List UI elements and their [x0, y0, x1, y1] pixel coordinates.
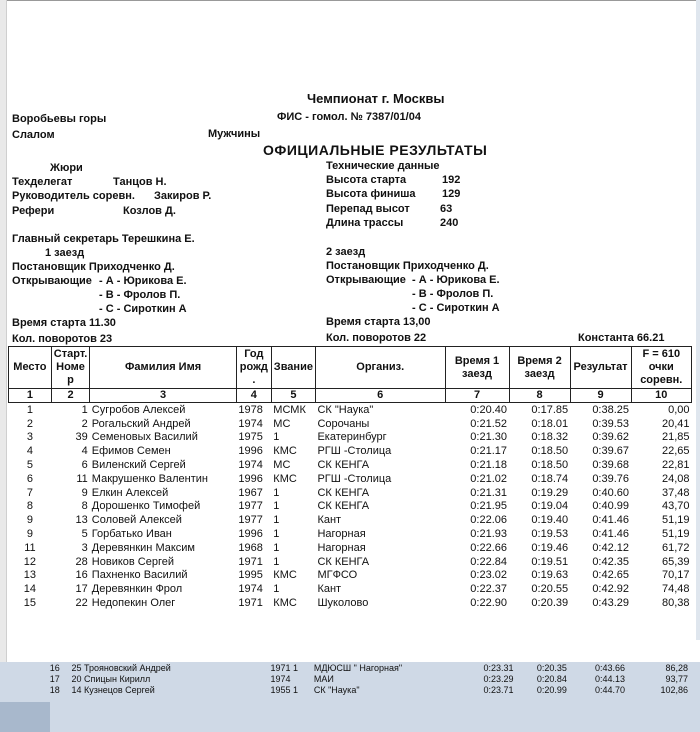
cell-rank: КМС [273, 597, 297, 610]
finish-altitude-value: 129 [442, 188, 461, 200]
table-row [9, 513, 692, 527]
run1-forerunner-a: - А - Юрикова Е. [99, 275, 187, 287]
cell-bib-name: 14 Кузнецов Сергей [71, 684, 155, 695]
run2-forerunner-c: - С - Сироткин А [412, 302, 500, 314]
cell-run1-time: 0:21.30 [470, 431, 507, 444]
vertical-drop-value: 63 [440, 203, 453, 215]
cell-club: Екатеринбург [317, 431, 387, 444]
venue: Воробьевы горы [12, 113, 107, 125]
cell-bib-name: 25 Трояновский Андрей [71, 662, 171, 673]
cell-club: СК КЕНГА [317, 555, 370, 568]
col-number: 3 [90, 389, 237, 403]
cell-name: Ефимов Семен [91, 445, 171, 458]
director-name: Закиров Р. [154, 190, 212, 202]
col-number: 8 [509, 389, 570, 403]
jury-heading: Жюри [50, 162, 83, 174]
cell-place: 1 [26, 403, 33, 416]
column-number-row [9, 389, 692, 403]
cell-points: 0,00 [668, 403, 690, 416]
cell-year: 1974 [238, 417, 263, 430]
cell-run1-time: 0:23.71 [483, 684, 514, 695]
cell-points: 102,86 [660, 684, 688, 695]
cell-name: Семеновых Василий [91, 431, 198, 444]
cell-points: 20,41 [661, 417, 690, 430]
col-points: F = 610 очки соревн. [631, 347, 691, 389]
cell-year: 1974 [238, 459, 263, 472]
scan-top-edge [0, 0, 700, 25]
cell-name: Деревянкин Фрол [91, 583, 183, 596]
cell-result: 0:41.46 [592, 514, 630, 527]
table-row [9, 486, 692, 500]
cell-place: 9 [26, 528, 33, 541]
start-altitude-value: 192 [442, 174, 461, 186]
table-row [9, 403, 692, 417]
cell-points: 61,72 [661, 541, 690, 554]
cell-year: 1968 [238, 541, 263, 554]
cell-club: Шуколово [317, 597, 369, 610]
cell-result: 0:44.13 [595, 673, 626, 684]
cell-run1-time: 0:21.52 [470, 417, 507, 430]
results-table [8, 346, 692, 610]
col-number: 4 [236, 389, 271, 403]
cell-points: 24,08 [661, 472, 690, 485]
table-row [40, 662, 690, 673]
cell-club: РГШ -Столица [317, 472, 392, 485]
cell-year: 1996 [238, 472, 263, 485]
table-row [9, 527, 692, 541]
director-label: Руководитель соревн. [12, 190, 135, 202]
cell-result: 0:42.35 [592, 555, 630, 568]
table-row [40, 684, 690, 695]
cell-place: 6 [26, 472, 33, 485]
cell-result: 0:42.65 [592, 569, 630, 582]
cell-run2-time: 0:19.46 [531, 541, 569, 554]
table-row [9, 569, 692, 583]
cell-year: 1977 [238, 514, 263, 527]
cell-year: 1996 [238, 445, 263, 458]
cell-bib: 22 [75, 597, 88, 610]
cell-rank: МС [273, 459, 291, 472]
cell-place: 12 [23, 555, 37, 568]
cell-result: 0:43.29 [592, 597, 630, 610]
cell-bib: 8 [81, 500, 88, 513]
cell-place: 5 [26, 459, 33, 472]
run1-heading: 1 заезд [45, 247, 85, 259]
col-result: Результат [570, 347, 631, 389]
cell-club: Кант [317, 583, 342, 596]
referee-label: Рефери [12, 205, 55, 217]
cell-name: Дорошенко Тимофей [91, 500, 201, 513]
run1-setter: Постановщик Приходченко Д. [12, 261, 175, 273]
cell-run1-time: 0:21.95 [470, 500, 507, 513]
col-number: 9 [570, 389, 631, 403]
run2-forerunners-label: Открывающие [326, 274, 406, 286]
cell-points: 37,48 [661, 486, 690, 499]
scan-right-edge [696, 0, 700, 640]
run1-start-time: Время старта 11.30 [12, 317, 116, 329]
cell-year: 1995 [238, 569, 263, 582]
cell-year: 1971 [238, 555, 263, 568]
cell-year: 1975 [238, 431, 263, 444]
cell-run2-time: 0:17.85 [531, 403, 569, 416]
cell-result: 0:39.68 [592, 459, 630, 472]
cell-run2-time: 0:20.39 [531, 597, 569, 610]
cell-result: 0:39.53 [592, 417, 630, 430]
cell-club: РГШ -Столица [317, 445, 392, 458]
table-row [9, 500, 692, 514]
cell-run1-time: 0:20.40 [470, 403, 507, 416]
cell-year-rank: 1971 1 [270, 662, 299, 673]
cell-result: 0:39.67 [592, 445, 630, 458]
cell-year: 1971 [238, 597, 263, 610]
cell-points: 22,65 [661, 445, 690, 458]
cell-bib: 28 [75, 555, 88, 568]
start-altitude-label: Высота старта [326, 174, 407, 186]
cell-run1-time: 0:22.84 [470, 555, 507, 568]
cell-run1-time: 0:23.31 [483, 662, 514, 673]
cell-name: Макрушенко Валентин [91, 472, 208, 485]
cell-result: 0:39.62 [592, 431, 630, 444]
cell-bib: 1 [81, 403, 88, 416]
cell-year: 1978 [238, 403, 263, 416]
cell-run1-time: 0:23.29 [483, 673, 514, 684]
cell-rank: 1 [273, 486, 280, 499]
results-title: ОФИЦИАЛЬНЫЕ РЕЗУЛЬТАТЫ [263, 142, 488, 158]
col-rank: Звание [271, 347, 315, 389]
cell-run2-time: 0:18.74 [531, 472, 569, 485]
cell-run2-time: 0:18.50 [531, 459, 569, 472]
cell-bib: 4 [81, 445, 88, 458]
cell-points: 74,48 [661, 583, 690, 596]
cell-club: СК "Наука" [313, 684, 360, 695]
cell-points: 43,70 [661, 500, 690, 513]
cell-name: Рогальский Андрей [91, 417, 191, 430]
cell-result: 0:40.60 [592, 486, 630, 499]
cell-place: 17 [49, 673, 60, 684]
cell-run2-time: 0:19.63 [531, 569, 569, 582]
cell-name: Горбатько Иван [91, 528, 172, 541]
cell-run1-time: 0:21.93 [470, 528, 507, 541]
table-row [40, 673, 690, 684]
cell-run1-time: 0:21.17 [470, 445, 507, 458]
cell-bib: 13 [75, 514, 88, 527]
col-number: 6 [315, 389, 445, 403]
col-run2: Время 2 заезд [509, 347, 570, 389]
cell-run2-time: 0:19.51 [531, 555, 569, 568]
col-number: 1 [9, 389, 52, 403]
cell-place: 16 [49, 662, 60, 673]
run1-forerunners-label: Открывающие [12, 275, 92, 287]
cell-rank: 1 [273, 555, 280, 568]
event-title: Чемпионат г. Москвы [307, 91, 445, 106]
table-row [9, 458, 692, 472]
td-name: Танцов Н. [113, 176, 167, 188]
run1-gates: Кол. поворотов 23 [12, 333, 113, 345]
col-number: 2 [51, 389, 90, 403]
cell-rank: 1 [273, 528, 280, 541]
cell-name: Деревянкин Максим [91, 541, 195, 554]
cell-year: 1967 [238, 486, 263, 499]
vertical-drop-label: Перепад высот [326, 203, 410, 215]
cell-run2-time: 0:20.99 [536, 684, 567, 695]
cell-run2-time: 0:18.50 [531, 445, 569, 458]
cell-bib: 17 [75, 583, 88, 596]
cell-club: СК КЕНГА [317, 486, 370, 499]
cell-bib: 5 [81, 528, 88, 541]
cell-run2-time: 0:20.55 [531, 583, 569, 596]
cell-points: 51,19 [661, 514, 690, 527]
cell-rank: 1 [273, 500, 280, 513]
chief-secretary: Главный секретарь Терешкина Е. [12, 233, 195, 245]
cell-run2-time: 0:18.01 [531, 417, 569, 430]
table-row [9, 541, 692, 555]
cell-club: Кант [317, 514, 342, 527]
cell-place: 9 [26, 514, 33, 527]
cell-place: 14 [23, 583, 37, 596]
cell-year: 1996 [238, 528, 263, 541]
cell-place: 4 [26, 445, 33, 458]
cell-club: СК "Наука" [317, 403, 374, 416]
cell-bib: 2 [81, 417, 88, 430]
category: Мужчины [208, 128, 261, 140]
cell-club: СК КЕНГА [317, 459, 370, 472]
cell-result: 0:41.46 [592, 528, 630, 541]
cell-run1-time: 0:22.66 [470, 541, 507, 554]
cell-place: 15 [23, 597, 37, 610]
cell-place: 18 [49, 684, 60, 695]
cell-year: 1977 [238, 500, 263, 513]
cell-run2-time: 0:18.32 [531, 431, 569, 444]
table-row [9, 555, 692, 569]
cell-result: 0:44.70 [595, 684, 626, 695]
cell-rank: КМС [273, 569, 297, 582]
cell-run2-time: 0:19.53 [531, 528, 569, 541]
cell-name: Соловей Алексей [91, 514, 182, 527]
cell-points: 80,38 [661, 597, 690, 610]
cell-run1-time: 0:22.37 [470, 583, 507, 596]
col-number: 10 [631, 389, 691, 403]
table-row [9, 444, 692, 458]
cell-year: 1974 [238, 583, 263, 596]
course-length-value: 240 [440, 217, 459, 229]
cell-run1-time: 0:22.06 [470, 514, 507, 527]
cell-club: МДЮСШ " Нагорная" [313, 662, 403, 673]
col-place: Место [9, 347, 52, 389]
cell-club: СК КЕНГА [317, 500, 370, 513]
fis-homologation: ФИС - гомол. № 7387/01/04 [277, 111, 421, 123]
cell-bib: 3 [81, 541, 88, 554]
cell-run2-time: 0:19.40 [531, 514, 569, 527]
referee-name: Козлов Д. [123, 205, 176, 217]
cell-bib-name: 20 Спицын Кирилл [71, 673, 151, 684]
col-number: 5 [271, 389, 315, 403]
run2-start-time: Время старта 13,00 [326, 316, 431, 328]
cell-run1-time: 0:23.02 [470, 569, 507, 582]
cell-run1-time: 0:21.18 [470, 459, 507, 472]
cell-rank: 1 [273, 514, 280, 527]
cell-points: 93,77 [665, 673, 688, 684]
run1-forerunner-b: - В - Фролов П. [99, 289, 181, 301]
run2-setter: Постановщик Приходченко Д. [326, 260, 489, 272]
col-name: Фамилия Имя [90, 347, 237, 389]
table-row [9, 582, 692, 596]
cell-bib: 9 [81, 486, 88, 499]
cell-club: МАИ [313, 673, 334, 684]
header-row [9, 347, 692, 389]
cell-club: МГФСО [317, 569, 358, 582]
cell-name: Сугробов Алексей [91, 403, 186, 416]
scan-left-edge [0, 0, 7, 732]
run2-gates: Кол. поворотов 22 [326, 332, 427, 344]
cell-result: 0:42.92 [592, 583, 630, 596]
cell-name: Новиков Сергей [91, 555, 175, 568]
col-bib: Старт. Номе р [51, 347, 90, 389]
cell-points: 70,17 [661, 569, 690, 582]
cell-run1-time: 0:21.02 [470, 472, 507, 485]
cell-result: 0:43.66 [595, 662, 626, 673]
run2-heading: 2 заезд [326, 246, 366, 258]
cell-year-rank: 1974 [270, 673, 291, 684]
course-length-label: Длина трассы [326, 217, 404, 229]
cell-club: Нагорная [317, 528, 366, 541]
col-number: 7 [445, 389, 509, 403]
cell-rank: 1 [273, 431, 280, 444]
cell-bib: 16 [75, 569, 88, 582]
cell-rank: 1 [273, 583, 280, 596]
constant: Константа 66.21 [578, 332, 665, 344]
cell-name: Виленский Сергей [91, 459, 186, 472]
scan-bottom-left-corner [0, 702, 50, 732]
td-label: Техделегат [12, 176, 73, 188]
cell-run2-time: 0:20.84 [536, 673, 567, 684]
cell-place: 3 [26, 431, 33, 444]
cell-points: 65,39 [661, 555, 690, 568]
cell-points: 22,81 [661, 459, 690, 472]
cell-place: 13 [23, 569, 37, 582]
run2-forerunner-b: - В - Фролов П. [412, 288, 494, 300]
table-row [9, 417, 692, 431]
run1-forerunner-c: - С - Сироткин А [99, 303, 187, 315]
cell-result: 0:38.25 [592, 403, 630, 416]
cell-rank: КМС [273, 472, 297, 485]
col-run1: Время 1 заезд [445, 347, 509, 389]
cell-name: Пахненко Василий [91, 569, 188, 582]
cell-points: 21,85 [661, 431, 690, 444]
cell-bib: 11 [76, 472, 88, 485]
cell-name: Елкин Алексей [91, 486, 169, 499]
extra-results-table [40, 662, 690, 695]
cell-run2-time: 0:19.04 [531, 500, 569, 513]
cell-bib: 6 [81, 459, 88, 472]
table-row [9, 472, 692, 486]
cell-place: 8 [26, 500, 33, 513]
finish-altitude-label: Высота финиша [326, 188, 416, 200]
cell-place: 11 [24, 541, 36, 554]
cell-rank: 1 [273, 541, 280, 554]
cell-run2-time: 0:19.29 [531, 486, 569, 499]
cell-points: 51,19 [661, 528, 690, 541]
cell-place: 2 [26, 417, 33, 430]
cell-rank: КМС [273, 445, 297, 458]
table-row [9, 596, 692, 610]
cell-rank: МСМК [273, 403, 306, 416]
cell-result: 0:40.99 [592, 500, 630, 513]
col-club: Организ. [315, 347, 445, 389]
cell-name: Недопекин Олег [91, 597, 176, 610]
run2-forerunner-a: - А - Юрикова Е. [412, 274, 500, 286]
cell-result: 0:42.12 [592, 541, 630, 554]
cell-run2-time: 0:20.35 [536, 662, 567, 673]
cell-club: Нагорная [317, 541, 366, 554]
col-year: Год рожд . [236, 347, 271, 389]
cell-run1-time: 0:21.31 [470, 486, 507, 499]
cell-result: 0:39.76 [592, 472, 630, 485]
table-row [9, 431, 692, 445]
tech-heading: Технические данные [326, 160, 440, 172]
cell-points: 86,28 [665, 662, 688, 673]
discipline: Слалом [12, 129, 55, 141]
cell-run1-time: 0:22.90 [470, 597, 507, 610]
cell-place: 7 [26, 486, 33, 499]
cell-year-rank: 1955 1 [270, 684, 299, 695]
cell-rank: МС [273, 417, 291, 430]
cell-club: Сорочаны [317, 417, 370, 430]
cell-bib: 39 [75, 431, 88, 444]
